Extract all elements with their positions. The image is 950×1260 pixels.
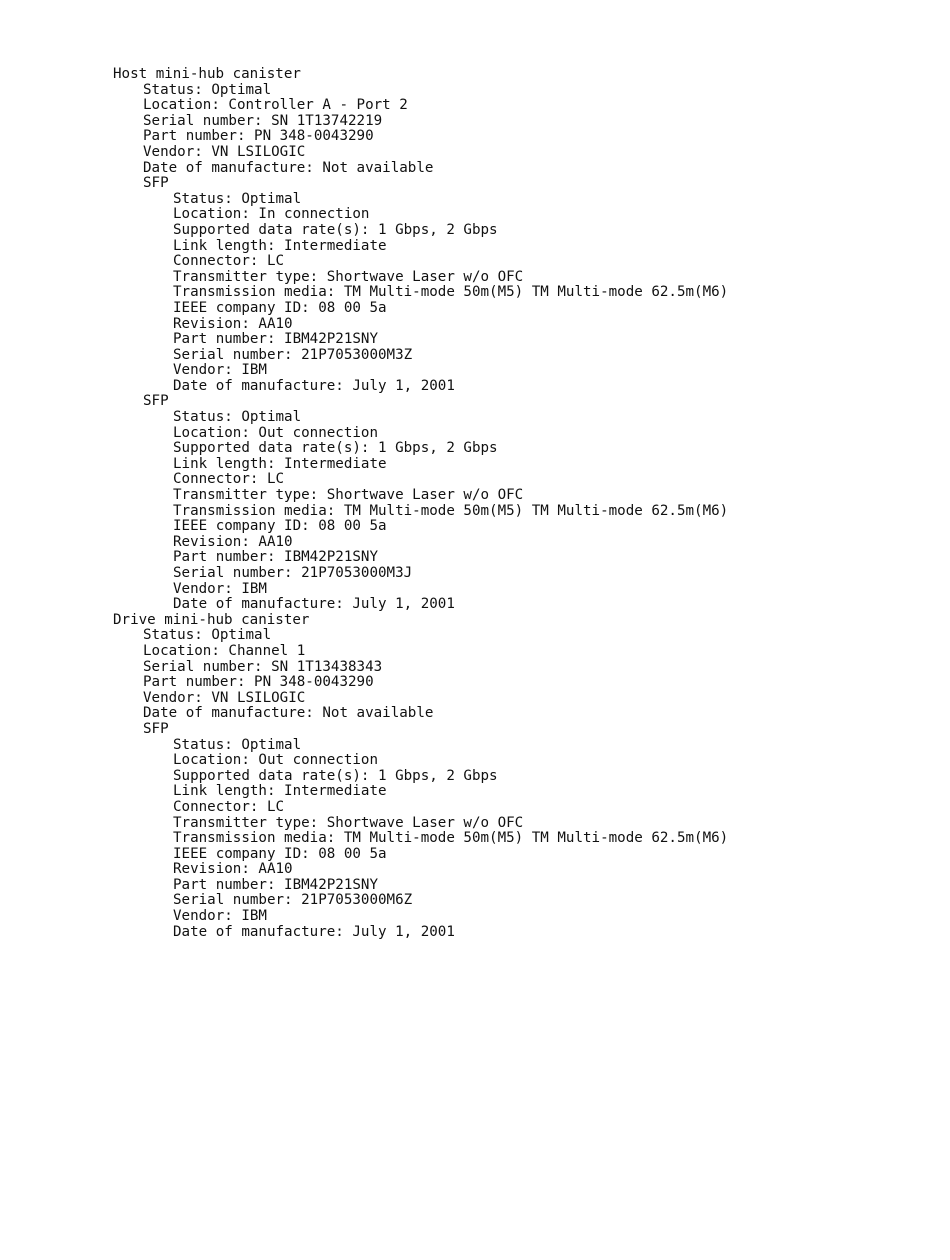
sfp-heading: SFP [143,720,169,737]
sfp-property-line: Transmission media: TM Multi-mode 50m(M5) TM Multi-mode 62.5m(M6) [173,284,729,301]
sfp-property-line: Supported data rate(s): 1 Gbps, 2 Gbps [173,221,498,238]
sfp-property-line: Transmitter type: Shortwave Laser w/o OFC [173,268,524,285]
sfp-property-line: Link length: Intermediate [173,783,387,800]
sfp-property-line: Vendor: IBM [173,362,267,379]
sfp-property-line: Status: Optimal [173,736,302,753]
canister-property-line: Vendor: VN LSILOGIC [143,689,306,706]
sfp-property-line: Link length: Intermediate [173,237,387,254]
canister-property-line: Vendor: VN LSILOGIC [143,143,306,160]
sfp-property-line: IEEE company ID: 08 00 5a [173,845,387,862]
canister-property-line: Status: Optimal [143,81,272,98]
sfp-property-line: Status: Optimal [173,190,302,207]
canister-heading: Drive mini-hub canister [113,611,310,628]
canister-property-line: Serial number: SN 1T13438343 [143,658,383,675]
sfp-property-line: Supported data rate(s): 1 Gbps, 2 Gbps [173,767,498,784]
sfp-property-line: Transmission media: TM Multi-mode 50m(M5) TM Multi-mode 62.5m(M6) [173,502,729,519]
canister-property-line: Part number: PN 348-0043290 [143,674,374,691]
sfp-heading: SFP [143,393,169,410]
sfp-property-line: Vendor: IBM [173,580,267,597]
sfp-property-line: Link length: Intermediate [173,455,387,472]
sfp-property-line: Supported data rate(s): 1 Gbps, 2 Gbps [173,440,498,457]
sfp-property-line: Part number: IBM42P21SNY [173,549,378,566]
sfp-property-line: Vendor: IBM [173,908,267,925]
canister-heading: Host mini-hub canister [113,66,301,82]
canister-property-line: Date of manufacture: Not available [143,159,434,176]
sfp-property-line: Connector: LC [173,471,285,488]
sfp-property-line: Revision: AA10 [173,861,293,878]
canister-property-line: Status: Optimal [143,627,272,644]
sfp-property-line: Transmission media: TM Multi-mode 50m(M5) TM Multi-mode 62.5m(M6) [173,830,729,847]
canister-property-line: Location: Channel 1 [143,642,306,659]
sfp-heading: SFP [143,175,169,192]
canister-property-line: Part number: PN 348-0043290 [143,128,374,145]
sfp-property-line: Part number: IBM42P21SNY [173,876,378,893]
sfp-property-line: Transmitter type: Shortwave Laser w/o OFC [173,487,524,504]
sfp-property-line: Revision: AA10 [173,533,293,550]
sfp-property-line: Connector: LC [173,798,285,815]
component-report [113,67,913,940]
sfp-property-line: Date of manufacture: July 1, 2001 [173,923,455,940]
canister-property-line: Serial number: SN 1T13742219 [143,112,383,129]
canister-property-line: Date of manufacture: Not available [143,705,434,722]
sfp-property-line: Date of manufacture: July 1, 2001 [173,377,455,394]
sfp-property-line: Location: Out connection [173,752,378,769]
sfp-property-line: Serial number: 21P7053000M3Z [173,346,413,363]
canister-property-line: Location: Controller A - Port 2 [143,97,408,114]
sfp-property-line: Status: Optimal [173,409,302,426]
sfp-property-line: Serial number: 21P7053000M3J [173,565,413,581]
sfp-property-line: Transmitter type: Shortwave Laser w/o OFC [173,814,524,831]
sfp-property-line: Location: In connection [173,206,370,223]
sfp-property-line: Revision: AA10 [173,315,293,332]
sfp-property-line: Connector: LC [173,253,285,270]
sfp-property-line: Date of manufacture: July 1, 2001 [173,596,455,613]
sfp-property-line: IEEE company ID: 08 00 5a [173,299,387,316]
sfp-property-line: Serial number: 21P7053000M6Z [173,892,413,909]
sfp-property-line: Location: Out connection [173,424,378,441]
sfp-property-line: Part number: IBM42P21SNY [173,331,378,348]
sfp-property-line: IEEE company ID: 08 00 5a [173,518,387,535]
